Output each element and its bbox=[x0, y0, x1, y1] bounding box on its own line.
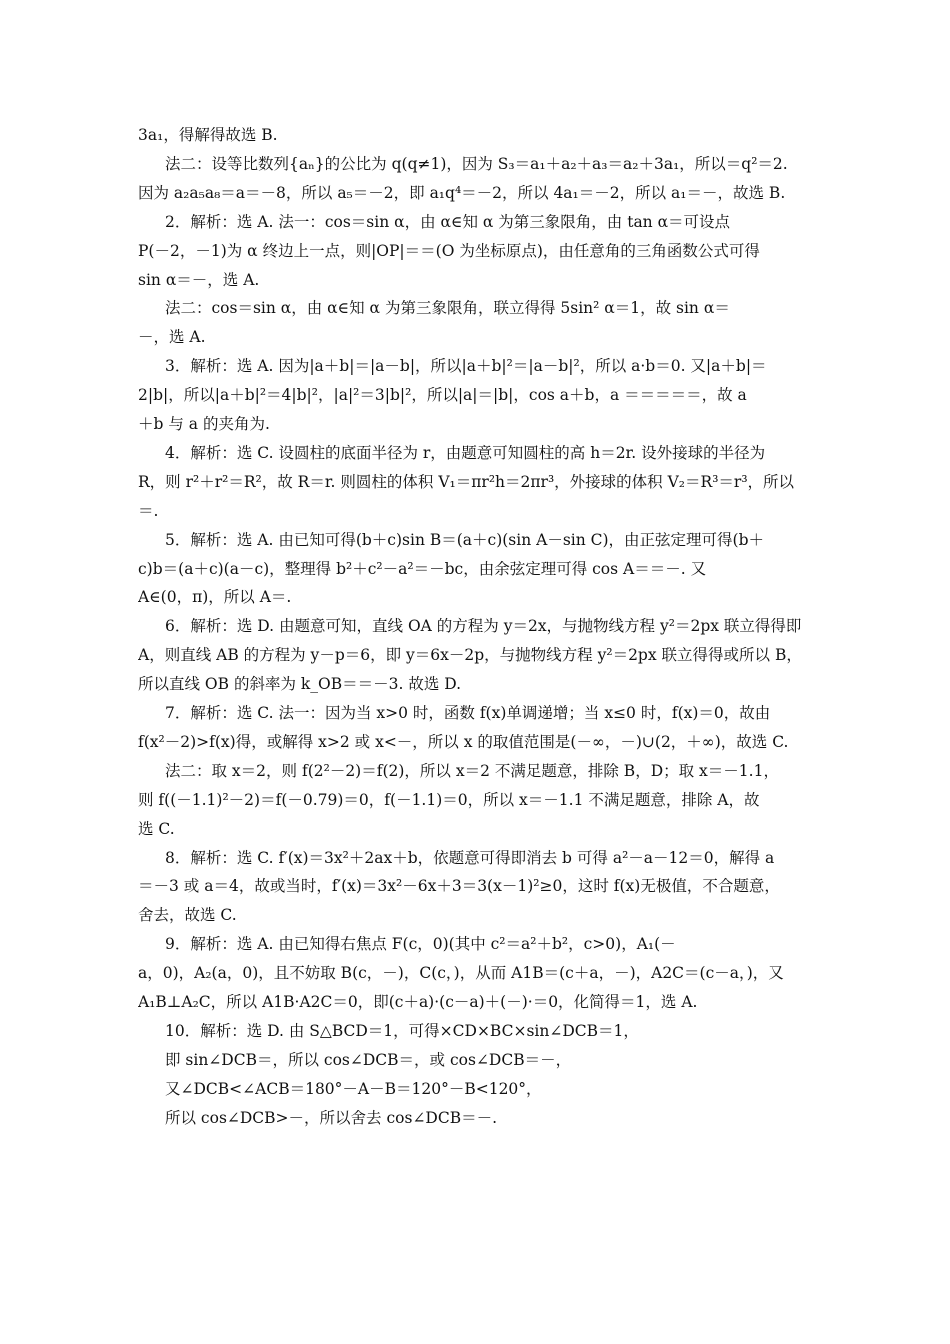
text-line: 4．解析：选 C. 设圆柱的底面半径为 r，由题意可知圆柱的高 h＝2r. 设外接球的半径为 bbox=[165, 443, 766, 462]
text-line: 9．解析：选 A. 由已知得右焦点 F(c，0)(其中 c²＝a²＋b²，c>0)，A₁(－ bbox=[165, 935, 676, 954]
text-line: 6．解析：选 D. 由题意可知，直线 OA 的方程为 y＝2x，与抛物线方程 y²＝2px 联立得得即 bbox=[165, 617, 802, 636]
text-line: A₁B⊥A₂C，所以 A1B·A2C＝0，即(c＋a)·(c－a)＋(－)·＝0，化简得＝1，选 A. bbox=[138, 993, 698, 1011]
text-line: ＝－3 或 a＝4，故或当时，f′(x)＝3x²－6x＋3＝3(x－1)²≥0，这时 f(x)无极值，不合题意， bbox=[138, 877, 780, 896]
text-line: 因为 a₂a₅a₈＝a＝－8，所以 a₅＝－2，即 a₁q⁴＝－2，所以 4a₁＝－2，所以 a₁＝－，故选 B. bbox=[138, 183, 786, 202]
text-line: 3．解析：选 A. 因为|a＋b|＝|a－b|，所以|a＋b|²＝|a－b|²，所以 a·b＝0. 又|a＋b|＝ bbox=[165, 357, 767, 376]
text-line: sin α＝－，选 A. bbox=[138, 270, 260, 289]
text-line: 法二：取 x＝2，则 f(2²－2)＝f(2)，所以 x＝2 不满足题意，排除 B，D；取 x＝－1.1， bbox=[165, 761, 779, 780]
text-line: 法二：设等比数列{aₙ}的公比为 q(q≠1)，因为 S₃＝a₁＋a₂＋a₃＝a₂＋3a₁，所以＝q²＝2. bbox=[165, 154, 788, 173]
text-line: 5．解析：选 A. 由已知可得(b＋c)sin B＝(a＋c)(sin A－sin C)，由正弦定理可得(b＋ bbox=[165, 530, 765, 549]
text-line: 8．解析：选 C. f′(x)＝3x²＋2ax＋b，依题意可得即消去 b 可得 a²－a－12＝0，解得 a bbox=[165, 848, 775, 867]
text-line: 法二：cos＝sin α，由 α∈知 α 为第三象限角，联立得得 5sin² α＝1，故 sin α＝ bbox=[165, 299, 730, 318]
text-line: 2|b|，所以|a＋b|²＝4|b|²，|a|²＝3|b|²，所以|a|＝|b|，cos a＋b，a ＝＝＝＝＝，故 a bbox=[138, 386, 747, 405]
text-line: R，则 r²＋r²＝R²，故 R＝r. 则圆柱的体积 V₁＝πr²h＝2πr³，外接球的体积 V₂＝R³＝r³，所以 bbox=[138, 472, 795, 491]
text-line: ＋b 与 a 的夹角为. bbox=[138, 415, 270, 433]
text-line: 2．解析：选 A. 法一：cos＝sin α，由 α∈知 α 为第三象限角，由 tan α＝可设点 bbox=[165, 212, 731, 231]
text-line: 选 C. bbox=[138, 819, 175, 838]
text-line: 10．解析：选 D. 由 S△BCD＝1，可得×CD×BC×sin∠DCB＝1， bbox=[165, 1021, 639, 1040]
text-line: ＝. bbox=[138, 501, 159, 520]
text-line: 舍去，故选 C. bbox=[138, 906, 237, 925]
text-line: 又∠DCB<∠ACB＝180°－A－B＝120°－B<120°， bbox=[165, 1079, 542, 1098]
text-line: f(x²－2)>f(x)得，或解得 x>2 或 x<－，所以 x 的取值范围是(－∞，－)∪(2，＋∞)，故选 C. bbox=[138, 732, 789, 751]
text-line: A，则直线 AB 的方程为 y－p＝6，即 y＝6x－2p，与抛物线方程 y²＝2px 联立得得或所以 B， bbox=[138, 646, 802, 665]
text-line: A∈(0，π)，所以 A＝. bbox=[138, 588, 292, 607]
text-line: －，选 A. bbox=[138, 328, 206, 347]
text-line: 3a₁，得解得故选 B. bbox=[138, 126, 278, 144]
text-line: P(－2，－1)为 α 终边上一点，则|OP|＝＝(O 为坐标原点)，由任意角的三角函数公式可得 bbox=[138, 241, 760, 260]
text-line: 7．解析：选 C. 法一：因为当 x>0 时，函数 f(x)单调递增；当 x≤0 时，f(x)＝0，故由 bbox=[165, 704, 771, 722]
text-line: 即 sin∠DCB＝，所以 cos∠DCB＝，或 cos∠DCB＝－， bbox=[165, 1050, 572, 1069]
text-line: 所以 cos∠DCB>－，所以舍去 cos∠DCB＝－. bbox=[165, 1108, 498, 1127]
text-line: 所以直线 OB 的斜率为 k_OB＝＝－3. 故选 D. bbox=[138, 675, 462, 694]
text-line: a，0)，A₂(a，0)，且不妨取 B(c，－)，C(c，)，从而 A1B＝(c＋a，－)，A2C＝(c－a，)，又 bbox=[138, 964, 784, 983]
text-line: 则 f((－1.1)²－2)＝f(－0.79)＝0，f(－1.1)＝0，所以 x＝－1.1 不满足题意，排除 A，故 bbox=[138, 790, 760, 809]
text-line: c)b＝(a＋c)(a－c)，整理得 b²＋c²－a²＝－bc，由余弦定理可得 cos A＝＝－. 又 bbox=[138, 559, 707, 578]
